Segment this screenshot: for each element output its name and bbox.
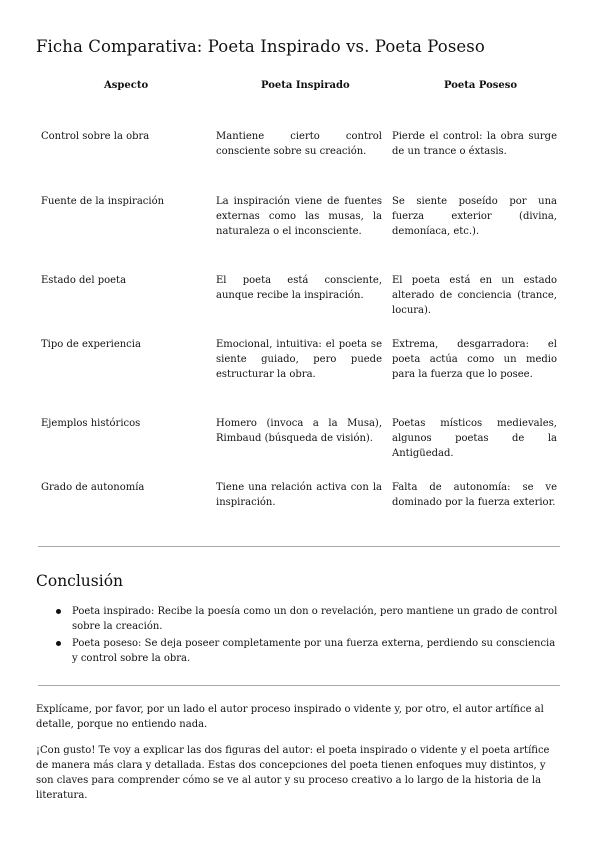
table-cell-inspirado: El poeta está consciente, aunque recibe la inspiración.	[216, 275, 382, 301]
list-item-text: Poeta poseso: Se deja poseer completamente por una fuerza externa, perdiendo su consciencia y control sobre la obra.	[72, 638, 556, 664]
bullet-icon	[56, 641, 61, 646]
list-item	[56, 604, 560, 634]
table-cell-aspect: Fuente de la inspiración	[41, 196, 165, 207]
divider	[38, 546, 560, 547]
divider	[38, 685, 560, 686]
bullet-icon	[56, 609, 61, 614]
conclusion-heading: Conclusión	[36, 572, 124, 590]
table-cell-inspirado: La inspiración viene de fuentes externas como las musas, la naturaleza o el inconsciente.	[216, 196, 382, 237]
table-cell-poseso: Se siente poseído por una fuerza exterior (divina, demoníaca, etc.).	[392, 196, 557, 237]
table-header-aspecto: Aspecto	[104, 80, 149, 91]
table-header-poeta-poseso: Poeta Poseso	[444, 80, 518, 91]
table-cell-aspect: Ejemplos históricos	[41, 418, 141, 429]
table-cell-poseso: El poeta está en un estado alterado de conciencia (trance, locura).	[392, 275, 557, 316]
list-item-text: Poeta inspirado: Recibe la poesía como un don o revelación, pero mantiene un grado de control sobre la creación.	[72, 606, 558, 632]
page-title: Ficha Comparativa: Poeta Inspirado vs. Poeta Poseso	[36, 37, 485, 56]
table-cell-aspect: Control sobre la obra	[41, 131, 150, 142]
table-cell-poseso: Extrema, desgarradora: el poeta actúa como un medio para la fuerza que lo posee.	[392, 339, 557, 380]
table-cell-poseso: Falta de autonomía: se ve dominado por la fuerza exterior.	[392, 482, 557, 508]
table-cell-aspect: Tipo de experiencia	[41, 339, 141, 350]
list-item	[56, 636, 560, 666]
answer-paragraph: ¡Con gusto! Te voy a explicar las dos figuras del autor: el poeta inspirado o vidente y el poeta artífice de manera más clara y detallada. Estas dos concepciones del poeta tienen enfoques muy distintos, y son claves para comprender cómo se ve al autor y su proceso creativo a lo largo de la historia de la literatura.	[36, 745, 550, 801]
question-paragraph: Explícame, por favor, por un lado el autor proceso inspirado o vidente y, por otro, el autor artífice al detalle, porque no entiendo nada.	[36, 704, 544, 730]
table-cell-poseso: Pierde el control: la obra surge de un trance o éxtasis.	[392, 131, 557, 157]
table-cell-inspirado: Mantiene cierto control consciente sobre su creación.	[216, 131, 382, 157]
table-cell-inspirado: Tiene una relación activa con la inspiración.	[216, 482, 382, 508]
table-cell-poseso: Poetas místicos medievales, algunos poetas de la Antigüedad.	[392, 418, 557, 459]
table-header-poeta-inspirado: Poeta Inspirado	[261, 80, 350, 91]
table-cell-aspect: Grado de autonomía	[41, 482, 145, 493]
table-cell-inspirado: Emocional, intuitiva: el poeta se siente guiado, pero puede estructurar la obra.	[216, 339, 382, 380]
conclusion-list	[56, 604, 560, 668]
table-cell-inspirado: Homero (invoca a la Musa), Rimbaud (búsqueda de visión).	[216, 418, 382, 444]
table-cell-aspect: Estado del poeta	[41, 275, 127, 286]
